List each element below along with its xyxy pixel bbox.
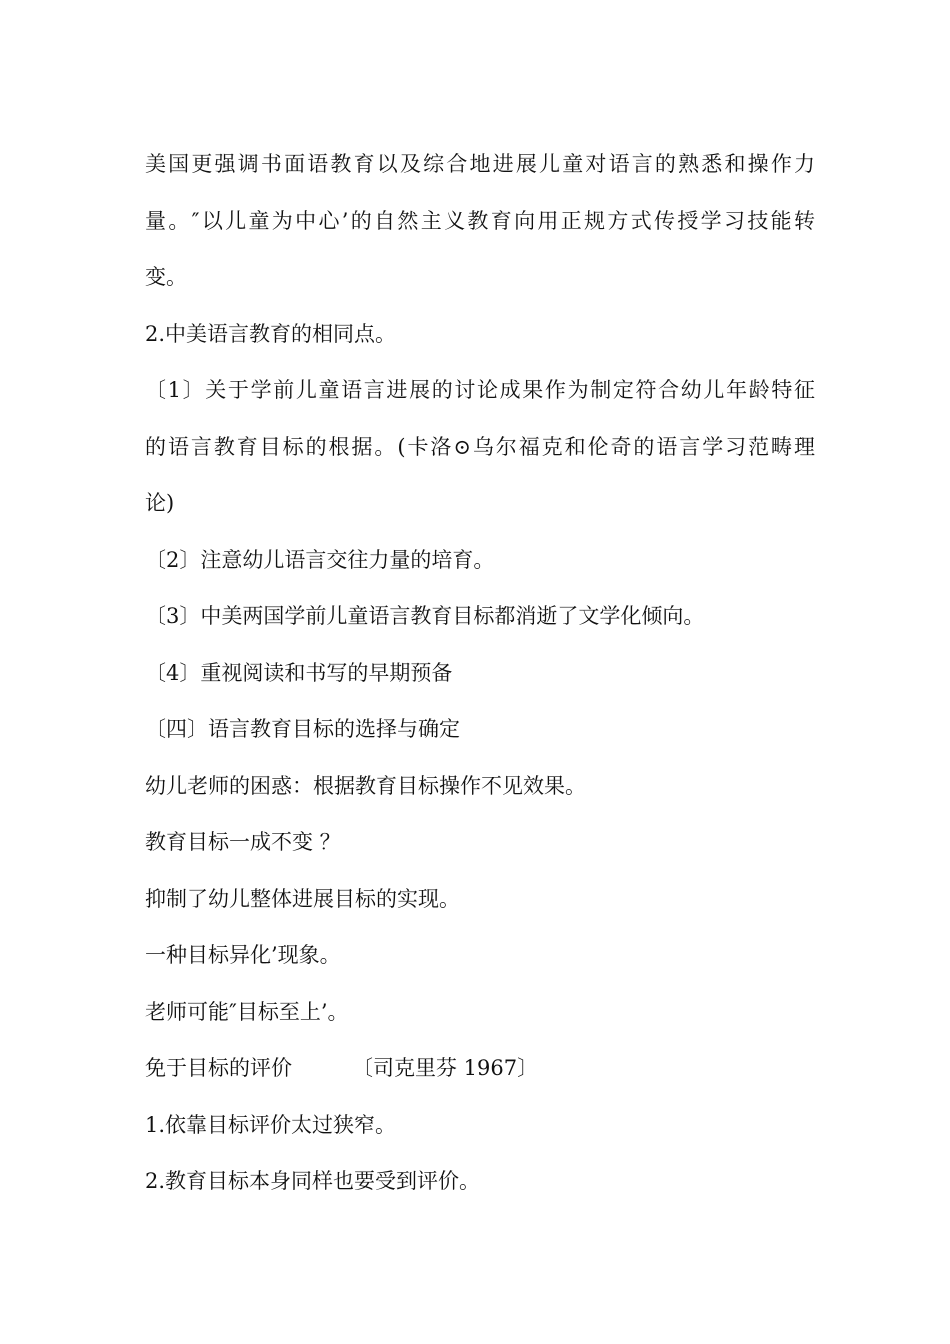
- section-heading-4: 〔四〕语言教育目标的选择与确定: [145, 717, 460, 741]
- text-line: 的语言教育目标的根据。(卡洛⊙乌尔福克和伦奇的语言学习范畴理: [145, 434, 815, 459]
- line-alienation: 一种目标异化’现象。: [145, 943, 341, 967]
- line-supreme: 老师可能″目标至上’。: [145, 999, 349, 1024]
- intro-paragraph: [145, 136, 815, 306]
- text-line: 变。: [145, 265, 187, 289]
- text-line: 美国更强调书面语教育以及综合地进展儿童对语言的熟悉和操作力: [145, 152, 815, 176]
- heading-similarities: 2.中美语言教育的相同点。: [145, 321, 397, 346]
- line-suppress: 抑制了幼儿整体进展目标的实现。: [145, 886, 460, 911]
- goal-free-citation: 〔司克里芬 1967〕: [352, 1056, 539, 1080]
- item-4: 〔4〕重视阅读和书写的早期预备: [145, 660, 453, 685]
- item-1-paragraph: [145, 362, 815, 532]
- line-goal-free: [145, 1040, 815, 1097]
- point-1: 1.依靠目标评价太过狭窄。: [145, 1112, 397, 1137]
- item-3: 〔3〕中美两国学前儿童语言教育目标都消逝了文学化倾向。: [145, 604, 705, 628]
- point-2: 2.教育目标本身同样也要受到评价。: [145, 1169, 481, 1193]
- text-line: 量。″以儿童为中心’的自然主义教育向用正规方式传授学习技能转: [145, 208, 815, 233]
- item-2: 〔2〕注意幼儿语言交往力量的培育。: [145, 547, 495, 572]
- goal-free-text: 免于目标的评价: [145, 1056, 292, 1080]
- line-confusion: 幼儿老师的困惑：根据教育目标操作不见效果。: [145, 773, 586, 798]
- document-page: [145, 136, 815, 1210]
- text-line: 〔1〕关于学前儿童语言进展的讨论成果作为制定符合幼儿年龄特征: [145, 378, 815, 402]
- line-unchanging: 教育目标一成不变 ？: [145, 830, 341, 854]
- text-line: 论): [145, 491, 175, 515]
